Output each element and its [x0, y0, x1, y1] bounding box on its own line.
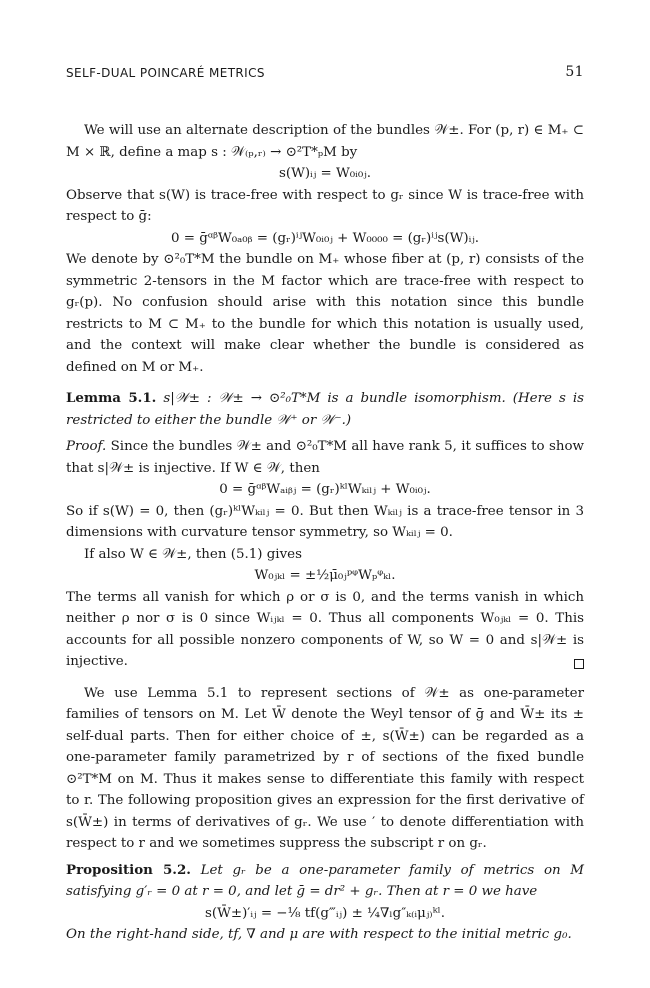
proof-conclusion: The terms all vanish for which ρ or σ is 0, and the terms vanish in which neither ρ nor σ is 0 since Wᵢⱼₖₗ = 0. Thus all components W₀ⱼₖₗ = 0. This accounts for all possible nonzero components of W, so W = 0 and s|𝒲± is injective.: [66, 589, 584, 669]
display-equation: 0 = ḡᵅᵝW₀ₐ₀ᵦ = (gᵣ)ⁱʲW₀ᵢ₀ⱼ + W₀₀₀₀ = (gᵣ)ⁱʲs(W)ᵢⱼ.: [170, 230, 480, 246]
proof-text: Since the bundles 𝒲± and ⊙²₀T*M all have rank 5, it suffices to show that s|𝒲± is injective. If W ∈ 𝒲, then: [66, 439, 584, 476]
paragraph: On the right-hand side, tf, ∇ and μ are with respect to the initial metric g₀.: [66, 927, 572, 942]
qed-symbol: [574, 659, 584, 669]
running-header: [66, 64, 584, 84]
proof-label: Proof.: [66, 439, 107, 454]
paragraph: So if s(W) = 0, then (gᵣ)ᵏˡWₖᵢₗⱼ = 0. But then Wₖᵢₗⱼ is a trace-free tensor in 3 dimensions with curvature tensor symmetry, so Wₖᵢₗⱼ = 0.: [66, 503, 584, 540]
paragraph: We will use an alternate description of the bundles 𝒲±. For (p, r) ∈ M₊ ⊂ M × ℝ, define a map s : 𝒲₍ₚ,ᵣ₎ → ⊙²T*ₚM by: [66, 123, 584, 160]
lemma-statement: s|𝒲± : 𝒲± → ⊙²₀T*M is a bundle isomorphism. (Here s is restricted to either the bundle 𝒲⁺ or 𝒲⁻.): [66, 391, 584, 428]
paragraph: If also W ∈ 𝒲±, then (5.1) gives: [84, 546, 302, 562]
proposition-label: Proposition 5.2.: [66, 861, 191, 878]
proposition-statement: Let gᵣ be a one-parameter family of metrics on M satisfying g′ᵣ = 0 at r = 0, and let ḡ = dr² + gᵣ. Then at r = 0 we have: [66, 862, 584, 899]
main-text: [66, 120, 584, 946]
paragraph: We denote by ⊙²₀T*M the bundle on M₊ whose fiber at (p, r) consists of the symmetric 2-tensors in the M factor which are trace-free with respect to gᵣ(p). No confusion should arise with this notation since this bundle restricts to M ⊂ M₊ to the bundle for which this notation is usually used, and the context will make clear whether the bundle is considered as defined on M or M₊.: [66, 252, 584, 375]
proof-paragraph: [66, 436, 584, 479]
display-equation: 0 = ḡᵅᵝWₐᵢᵦⱼ = (gᵣ)ᵏˡWₖᵢₗⱼ + W₀ᵢ₀ⱼ.: [219, 482, 431, 497]
display-equation: s(W)ᵢⱼ = W₀ᵢ₀ⱼ.: [278, 166, 372, 181]
running-title: SELF-DUAL POINCARÉ METRICS: [66, 66, 265, 80]
display-equation: s(W̄±)′ᵢⱼ = −⅛ tf(g‴ᵢⱼ) ± ¼∇ₗg″ₖ₍ᵢμⱼ₎ᵏˡ.: [205, 905, 445, 921]
proposition: [66, 860, 584, 903]
page-number: 51: [565, 64, 584, 80]
paragraph: [66, 587, 584, 673]
lemma-label: Lemma 5.1.: [66, 390, 157, 406]
paragraph: We use Lemma 5.1 to represent sections of 𝒲± as one-parameter families of tensors on M. Let W̄ denote the Weyl tensor of ḡ and W̄± its ± self-dual parts. Then for either choice of ±, s(W̄±) can be regarded as a one-parameter family parametrized by r of sections of the fixed bundle ⊙²T*M on M. Thus it makes sense to differentiate this family with respect to r. The following proposition gives an expression for the first derivative of s(W̄±) in terms of derivatives of gᵣ. We use ′ to denote differentiation with respect to r and we sometimes suppress the subscript r on gᵣ.: [66, 685, 584, 851]
display-equation: W₀ⱼₖₗ = ±½μ̄₀ⱼᵖᵠWₚᵠₖₗ.: [254, 568, 396, 583]
paragraph: Observe that s(W) is trace-free with respect to gᵣ since W is trace-free with respect to ḡ:: [66, 187, 584, 224]
lemma: [66, 388, 584, 431]
